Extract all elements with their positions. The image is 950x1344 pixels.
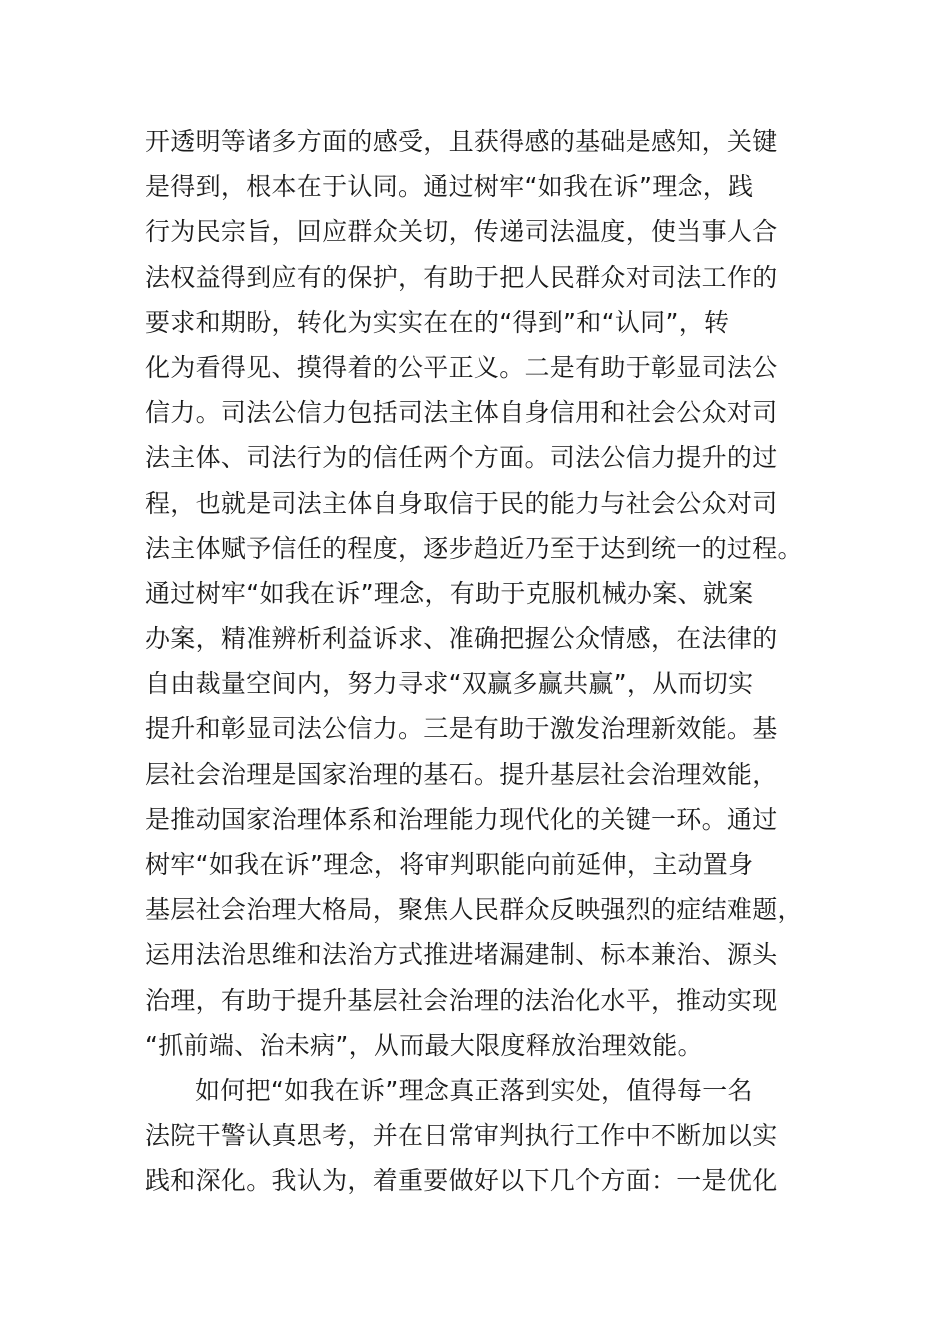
text-line: 信力。司法公信力包括司法主体自身信用和社会公众对司	[145, 398, 778, 428]
text-line: 化为看得见、摸得着的公平正义。二是有助于彰显司法公	[145, 352, 778, 382]
text-line: “抓前端、治未病”，从而最大限度释放治理效能。	[145, 1030, 703, 1060]
text-line: 践和深化。我认为，着重要做好以下几个方面：一是优化	[145, 1166, 778, 1196]
text-line: 自由裁量空间内，努力寻求“双赢多赢共赢”，从而切实	[145, 669, 754, 699]
text-line: 法院干警认真思考，并在日常审判执行工作中不断加以实	[145, 1121, 778, 1151]
text-line: 提升和彰显司法公信力。三是有助于激发治理新效能。基	[145, 714, 778, 744]
text-line: 治理，有助于提升基层社会治理的法治化水平，推动实现	[145, 985, 778, 1015]
text-line: 开透明等诸多方面的感受，且获得感的基础是感知，关键	[145, 127, 778, 156]
text-line: 法权益得到应有的保护，有助于把人民群众对司法工作的	[145, 262, 778, 292]
text-line: 程，也就是司法主体自身取信于民的能力与社会公众对司	[145, 488, 778, 518]
text-line: 树牢“如我在诉”理念，将审判职能向前延伸，主动置身	[145, 850, 754, 879]
text-line: 要求和期盼，转化为实实在在的“得到”和“认同”，转	[145, 307, 730, 337]
body-text	[145, 119, 815, 1204]
text-line: 是得到，根本在于认同。通过树牢“如我在诉”理念，践	[145, 172, 754, 202]
text-line: 法主体赋予信任的程度，逐步趋近乃至于达到统一的过程。	[145, 533, 803, 563]
text-line: 法主体、司法行为的信任两个方面。司法公信力提升的过	[145, 443, 778, 473]
text-line: 层社会治理是国家治理的基石。提升基层社会治理效能，	[145, 759, 778, 789]
paragraph-first-line: 如何把“如我在诉”理念真正落到实处，值得每一名	[195, 1075, 753, 1105]
text-line: 是推动国家治理体系和治理能力现代化的关键一环。通过	[145, 804, 778, 834]
text-line: 办案，精准辨析利益诉求、准确把握公众情感，在法律的	[145, 624, 778, 654]
text-line: 通过树牢“如我在诉”理念，有助于克服机械办案、就案	[145, 578, 754, 608]
text-line: 行为民宗旨，回应群众关切，传递司法温度，使当事人合	[145, 217, 778, 247]
text-line: 运用法治思维和法治方式推进堵漏建制、标本兼治、源头	[145, 940, 778, 970]
text-line: 基层社会治理大格局，聚焦人民群众反映强烈的症结难题，	[145, 895, 803, 925]
